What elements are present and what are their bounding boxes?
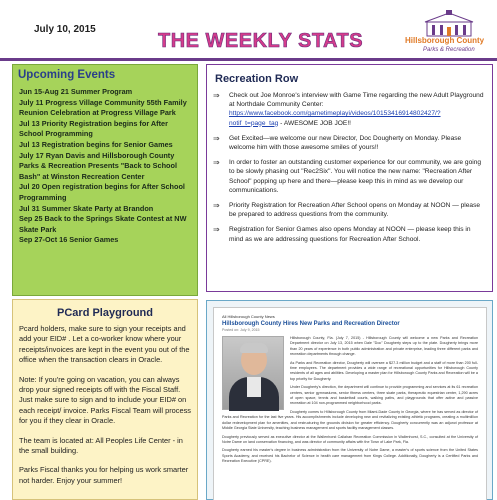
article-posted-date: Posted on: July 9, 2015 [222,328,260,332]
news-article [213,307,487,500]
event-item: Jun 15-Aug 21 Summer Program [19,87,133,96]
arrow-icon: ⇒ [213,91,220,100]
event-item: July 17 Ryan Davis and Hillsborough County Parks & Recreation Presents "Back to School Bash" at Winston Recreation Center [19,150,177,181]
news-article-panel [206,300,493,500]
recreation-item [213,201,486,219]
article-paragraph: Dougherty previously served as executive director at the Wallenhorst Callahan Recreation Commission in Wallenhorst, S.C., consulted at the University of Notre Dame on land conservation financing, and was director of community affairs with the Town of Lake Park, Fla. [222,434,478,444]
recreation-item [213,158,486,195]
pcard-panel [12,299,198,500]
event-item: Jul 13 Registration begins for Senior Games [19,139,173,149]
pcard-paragraph: The team is located at: All Peoples Life Center - in the small building. [19,435,183,456]
article-headline[interactable]: Hillsborough County Hires New Parks and Recreation Director [222,321,400,327]
recreation-item-text: Check out Joe Monroe's interview with Game Time regarding the new Adult Playground at Northdale Community Center: [229,92,484,109]
events-heading: Upcoming Events [18,69,116,81]
pcard-paragraph: Pcard holders, make sure to sign your receipts and add your EID# . Let a co-worker know where your receipts/invoices are kept in the event you out of the office when the transaction clears in Oracle. [19,324,190,365]
article-paragraph: As Parks and Recreation director, Dougherty will oversee a $27.3 million budget and a staff of more than 200 full-time employees. The department provides a wide range of recreational opportunities for Hillsborough County residents of all ages and abilities. Developing a master plan for Hillsborough County Parks and Recreation will be a top priority for Dougherty. [290,360,478,381]
issue-date: July 10, 2015 [34,24,96,35]
upcoming-events-panel [12,64,198,296]
recreation-item [213,134,486,152]
recreation-item-suffix: - AWESOME JOB JOE!! [278,119,351,127]
event-item: Sep 27-Oct 16 Senior Games [19,235,119,245]
event-item: Jul 13 Priority Registration begins for After School Programming [19,118,168,139]
newsletter-title: THE WEEKLY STATS [158,30,364,52]
article-paragraph: Hillsborough County, Fla. (July 7, 2015) - Hillsborough County will welcome a new Parks and Recreation Department director on July 13, 2015 when Dale "Doc" Dougherty steps up to the plate. Dougherty brings more than 20 years of experience in both public administration and private enterprise, leading three different parks and recreation departments through change. [290,336,478,357]
arrow-icon: ⇒ [213,133,220,143]
events-list [13,87,197,246]
article-paragraph: Under Dougherty's direction, the department will continue to provide programming and services at its 61 recreation centers, senior gymnasiums, senior fitness centers, three skate parks, therapeutic equestrian center, 1,290 acres of open space, tennis and basketball courts, walking paths, and playgrounds that offer active and passive recreation at 104 non-programmed neighborhood parks. [290,385,478,406]
pcard-body [13,324,197,486]
pcard-paragraph: Note: If you're going on vacation, you can always drop your signed receipts off with the Fiscal Staff. Just make sure to sign and to include your EID# on each receipt/ invoice. Parks Fiscal Team will process for you if they clear in Oracle. [19,374,191,426]
recreation-item-text: Registration for Senior Games also opens Monday at NOON — please keep this in mind as we are addressing questions for Recreation After School. [229,226,471,243]
header-rule [0,58,497,61]
article-source: All Hillsborough County News [222,314,275,319]
article-paragraph: Dougherty comes to Hillsborough County from Miami-Dade County in Georgia, where he has served as director of Parks and Recreation for the last five years. His accomplishments include developing new and revitalizing existing athletic programs, creating a multimillion dollar redevelopment plan for amenities, and restructuring the grounds division for greater efficiency. Dougherty concurrently was an adjunct professor at Middle Georgia State University, teaching business management and sports facility management classes. [222,409,478,431]
arrow-icon: ⇒ [213,225,220,235]
recreation-item [213,91,486,128]
director-photo [222,336,284,410]
recreation-item-text: Priority Registration for Recreation After School opens on Monday at NOON — please be prepared to address questions from the community. [229,202,481,219]
courthouse-icon [421,10,477,38]
pcard-heading: PCard Playground [57,307,153,319]
event-item: Jul 31 Summer Skate Party at Brandon [19,203,154,213]
logo-name: Hillsborough County [405,36,485,45]
recreation-list [207,91,492,244]
recreation-item-text: Get Excited—we welcome our new Director, Doc Dougherty on Monday. Please welcome him with those awesome smiles of yours!! [229,134,462,152]
event-item: Sep 25 Back to the Springs Skate Contest at NW Skate Park [19,214,187,234]
facebook-video-link[interactable]: https://www.facebook.com/gametimeplayi/videos/10153416914802427/?notif_t=page_tag [229,110,441,127]
event-item: Jul 20 Open registration begins for After School Programming [19,182,185,202]
recreation-row-panel [206,64,493,292]
county-logo [403,10,493,60]
event-item: July 11 Progress Village Community 55th Family Reunion Celebration at Progress Village Park [19,97,187,118]
recreation-heading: Recreation Row [215,73,299,85]
logo-subtitle: Parks & Recreation [423,47,475,53]
article-paragraph: Dougherty earned his master's degree in business administration from the University of Notre Dame, a master's of sports science from the United States Sports Academy, and received his Bachelor of Science in health care management from Kings College. Additionally, Dougherty is a Certified Parks and Recreation Executive (CPRE). [222,448,478,464]
arrow-icon: ⇒ [213,201,220,211]
arrow-icon: ⇒ [213,158,220,168]
pcard-paragraph: Parks Fiscal thanks you for helping us work smarter not harder. Enjoy your summer! [19,465,189,485]
recreation-item [213,225,486,243]
recreation-item-text: In order to foster an outstanding customer experience for our community, we are going to be slowly phasing out "Rec2Six". You will notice the new name: "Recreation After School" popping up here and there—please keep this in mind as we develop our communications. [229,159,482,194]
